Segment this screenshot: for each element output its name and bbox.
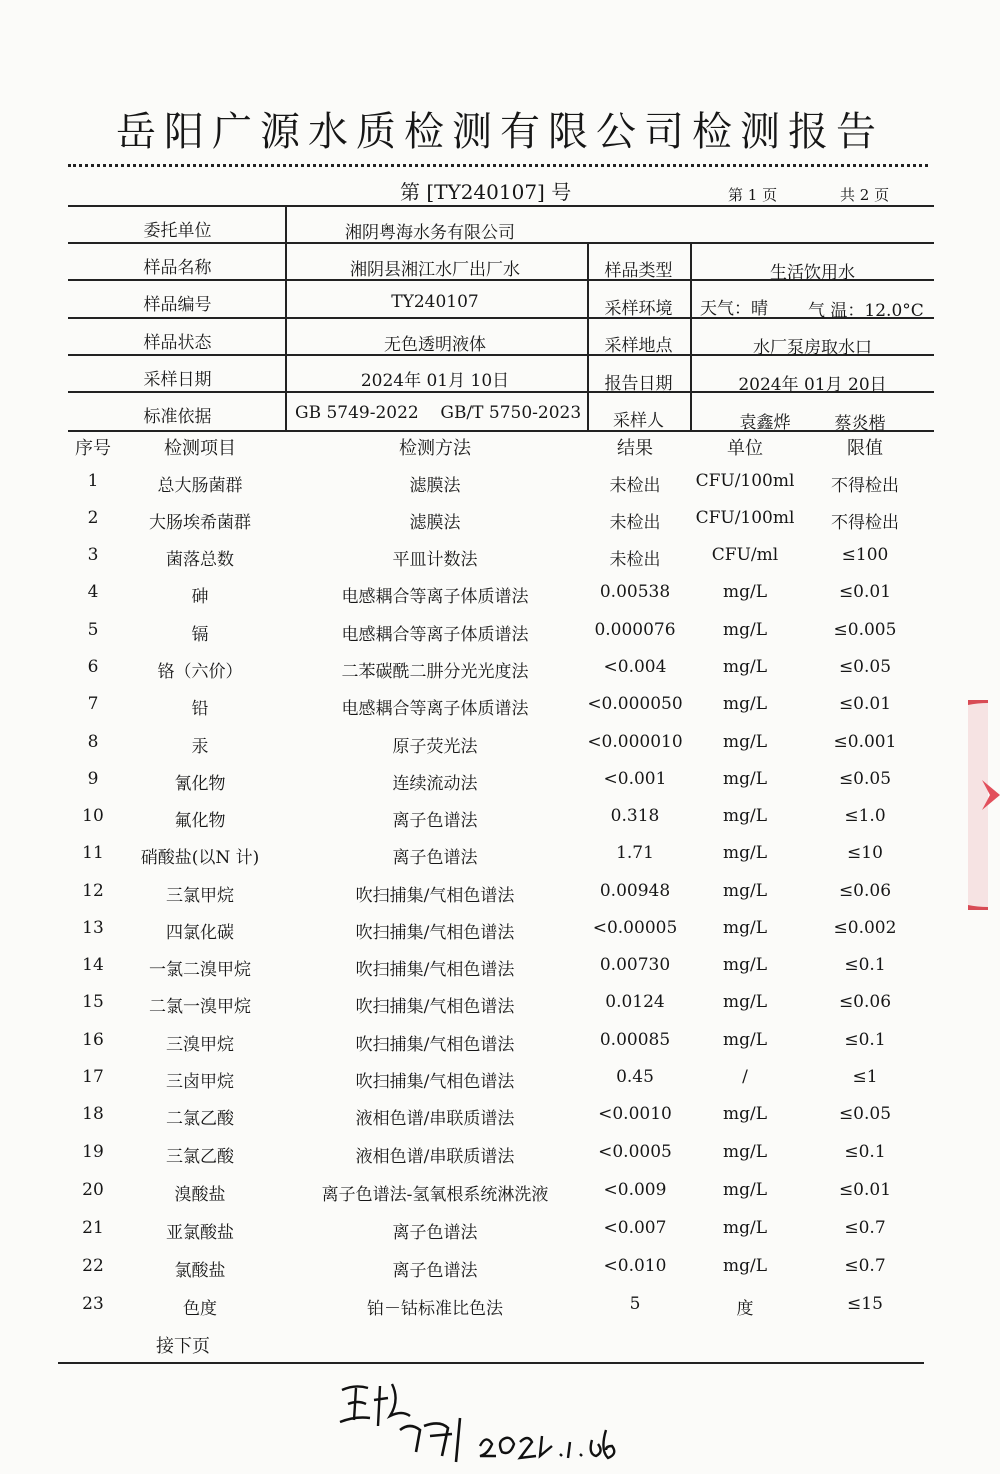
sample-type-value: 生活饮用水 [770, 263, 855, 283]
table-row [0, 545, 1000, 582]
row-method: 离子色谱法 [392, 811, 478, 831]
row-unit: CFU/100ml [695, 471, 795, 491]
row-unit: mg/L [722, 955, 768, 975]
row-no: 10 [82, 806, 104, 826]
row-method: 滤膜法 [409, 513, 461, 533]
row-limit: ≤0.005 [833, 620, 897, 640]
row-result: 未检出 [609, 476, 661, 496]
sample-no-label: 样品编号 [143, 295, 212, 315]
handwritten-signature [330, 1370, 630, 1470]
row-method: 电感耦合等离子体质谱法 [341, 699, 529, 719]
info-col-divider [690, 242, 692, 430]
row-unit: mg/L [722, 1104, 768, 1124]
row-limit: ≤0.01 [838, 694, 892, 714]
row-method: 吹扫捕集/气相色谱法 [355, 997, 515, 1017]
row-result: 未检出 [609, 513, 661, 533]
table-row [0, 918, 1000, 955]
row-limit: ≤0.1 [844, 955, 886, 975]
table-row [0, 1104, 1000, 1141]
row-limit: ≤0.06 [838, 881, 892, 901]
table-row [0, 1067, 1000, 1104]
row-method: 吹扫捕集/气相色谱法 [355, 1035, 515, 1055]
row-method: 原子荧光法 [392, 737, 478, 757]
table-row [0, 1294, 1000, 1331]
table-row [0, 657, 1000, 694]
row-unit: mg/L [722, 843, 768, 863]
row-unit: mg/L [722, 918, 768, 938]
sample-no-value: TY240107 [391, 292, 479, 312]
row-result: <0.0010 [598, 1104, 672, 1124]
row-no: 14 [82, 955, 104, 975]
row-no: 9 [87, 769, 99, 789]
location-label: 采样地点 [604, 336, 673, 356]
row-result: <0.00005 [592, 918, 678, 938]
row-limit: ≤0.7 [844, 1218, 886, 1238]
row-item: 硝酸盐(以N 计) [140, 848, 260, 868]
table-row [0, 508, 1000, 545]
row-item: 菌落总数 [166, 550, 234, 570]
state-label: 样品状态 [143, 333, 212, 353]
row-item: 总大肠菌群 [157, 476, 243, 496]
row-method: 离子色谱法 [392, 1223, 478, 1243]
col-header-result: 结果 [617, 438, 653, 459]
row-result: 0.318 [610, 806, 660, 826]
row-item: 亚氯酸盐 [166, 1223, 234, 1243]
table-row [0, 769, 1000, 806]
sampling-date-value: 2024年 01月 10日 [360, 371, 510, 391]
row-item: 氟化物 [174, 811, 226, 831]
stamp-fragment [968, 700, 1000, 910]
row-item: 铬（六价） [157, 662, 243, 682]
row-limit: ≤0.05 [838, 769, 892, 789]
row-unit: mg/L [722, 1256, 768, 1276]
row-method: 离子色谱法 [392, 848, 478, 868]
row-limit: ≤1.0 [844, 806, 886, 826]
row-limit: ≤10 [847, 843, 883, 863]
info-col-divider [285, 205, 287, 430]
row-unit: mg/L [722, 1180, 768, 1200]
row-limit: ≤0.05 [838, 657, 892, 677]
row-method: 离子色谱法-氢氧根系统淋洗液 [321, 1185, 549, 1205]
row-method: 吹扫捕集/气相色谱法 [355, 960, 515, 980]
client-label: 委托单位 [143, 221, 212, 241]
row-method: 离子色谱法 [392, 1261, 478, 1281]
row-method: 吹扫捕集/气相色谱法 [355, 886, 515, 906]
row-result: <0.004 [603, 657, 667, 677]
row-result: <0.0005 [598, 1142, 672, 1162]
row-no: 20 [82, 1180, 104, 1200]
row-unit: 度 [736, 1299, 754, 1319]
row-method: 电感耦合等离子体质谱法 [341, 587, 529, 607]
info-top-rule [68, 205, 934, 207]
row-item: 氰化物 [174, 774, 226, 794]
row-item: 大肠埃希菌群 [149, 513, 251, 533]
client-value: 湘阴粤海水务有限公司 [345, 223, 515, 243]
row-no: 8 [87, 732, 99, 752]
row-result: <0.000050 [587, 694, 683, 714]
col-header-no: 序号 [75, 438, 111, 459]
row-unit: CFU/100ml [695, 508, 795, 528]
row-unit: CFU/ml [711, 545, 779, 565]
row-no: 12 [82, 881, 104, 901]
table-row [0, 1142, 1000, 1179]
row-limit: 不得检出 [831, 513, 899, 533]
row-item: 三卤甲烷 [166, 1072, 234, 1092]
weather-value: 天气：晴 [700, 299, 768, 319]
row-method: 连续流动法 [392, 774, 478, 794]
row-method: 二苯碳酰二肼分光光度法 [341, 662, 529, 682]
table-row [0, 1180, 1000, 1217]
table-row [0, 694, 1000, 731]
row-result: <0.001 [603, 769, 667, 789]
row-unit: mg/L [722, 1218, 768, 1238]
row-no: 21 [82, 1218, 104, 1238]
row-item: 二氯乙酸 [166, 1109, 234, 1129]
table-row [0, 620, 1000, 657]
table-row [0, 732, 1000, 769]
row-method: 电感耦合等离子体质谱法 [341, 625, 529, 645]
row-result: <0.009 [603, 1180, 667, 1200]
row-result: 5 [629, 1294, 641, 1314]
table-row [0, 471, 1000, 508]
row-limit: ≤1 [852, 1067, 878, 1087]
table-row [0, 955, 1000, 992]
row-result: <0.010 [603, 1256, 667, 1276]
row-method: 液相色谱/串联质谱法 [355, 1147, 515, 1167]
row-limit: ≤0.001 [833, 732, 897, 752]
row-item: 一氯二溴甲烷 [149, 960, 251, 980]
row-item: 汞 [191, 737, 209, 757]
row-no: 23 [82, 1294, 104, 1314]
row-result: <0.007 [603, 1218, 667, 1238]
report-date-label: 报告日期 [604, 374, 673, 394]
row-unit: mg/L [722, 582, 768, 602]
table-row [0, 1030, 1000, 1067]
row-method: 吹扫捕集/气相色谱法 [355, 923, 515, 943]
row-limit: ≤15 [847, 1294, 883, 1314]
row-method: 吹扫捕集/气相色谱法 [355, 1072, 515, 1092]
row-result: 0.00085 [599, 1030, 671, 1050]
env-label: 采样环境 [604, 299, 673, 319]
row-result: 0.00730 [599, 955, 671, 975]
temperature-value: 气 温：12.0°C [808, 301, 924, 321]
row-no: 3 [87, 545, 99, 565]
row-item: 砷 [191, 587, 209, 607]
table-row [0, 843, 1000, 880]
info-rule [68, 317, 934, 319]
row-unit: mg/L [722, 732, 768, 752]
row-result: 0.00948 [599, 881, 671, 901]
table-row [0, 1256, 1000, 1293]
report-number: 第 [TY240107] 号 [400, 180, 572, 204]
continue-note: 接下页 [156, 1336, 210, 1357]
row-limit: ≤0.01 [838, 1180, 892, 1200]
row-no: 18 [82, 1104, 104, 1124]
col-header-method: 检测方法 [399, 438, 471, 459]
row-no: 22 [82, 1256, 104, 1276]
row-no: 19 [82, 1142, 104, 1162]
row-result: 1.71 [616, 843, 654, 863]
row-no: 2 [87, 508, 99, 528]
row-result: 未检出 [609, 550, 661, 570]
row-item: 氯酸盐 [174, 1261, 226, 1281]
row-item: 色度 [183, 1299, 217, 1319]
sampler-label: 采样人 [613, 411, 664, 431]
row-limit: ≤100 [841, 545, 889, 565]
sample-name-value: 湘阴县湘江水厂出厂水 [350, 260, 520, 280]
row-no: 11 [82, 843, 104, 863]
row-unit: mg/L [722, 657, 768, 677]
row-unit: / [742, 1067, 748, 1087]
row-unit: mg/L [722, 620, 768, 640]
table-row [0, 582, 1000, 619]
sampling-date-label: 采样日期 [143, 370, 212, 390]
row-item: 铅 [191, 699, 209, 719]
sample-name-label: 样品名称 [143, 258, 212, 278]
row-unit: mg/L [722, 1142, 768, 1162]
row-no: 4 [87, 582, 99, 602]
row-no: 5 [87, 620, 99, 640]
row-no: 16 [82, 1030, 104, 1050]
row-limit: ≤0.7 [844, 1256, 886, 1276]
row-unit: mg/L [722, 769, 768, 789]
row-method: 液相色谱/串联质谱法 [355, 1109, 515, 1129]
row-limit: ≤0.05 [838, 1104, 892, 1124]
row-limit: ≤0.01 [838, 582, 892, 602]
row-item: 镉 [191, 625, 209, 645]
row-unit: mg/L [722, 1030, 768, 1050]
table-row [0, 992, 1000, 1029]
state-value: 无色透明液体 [384, 335, 486, 355]
row-result: 0.0124 [605, 992, 665, 1012]
table-row [0, 806, 1000, 843]
row-no: 7 [87, 694, 99, 714]
row-method: 平皿计数法 [392, 550, 478, 570]
row-result: 0.00538 [599, 582, 671, 602]
row-unit: mg/L [722, 806, 768, 826]
col-header-limit: 限值 [847, 438, 883, 459]
location-value: 水厂泵房取水口 [753, 338, 872, 358]
row-no: 6 [87, 657, 99, 677]
footer-rule [58, 1362, 924, 1364]
row-unit: mg/L [722, 694, 768, 714]
row-limit: ≤0.1 [844, 1142, 886, 1162]
row-result: <0.000010 [587, 732, 683, 752]
info-col-divider [587, 242, 589, 430]
standard-value: GB 5749-2022 GB/T 5750-2023 [295, 403, 582, 423]
row-item: 三溴甲烷 [166, 1035, 234, 1055]
row-unit: mg/L [722, 992, 768, 1012]
row-method: 滤膜法 [409, 476, 461, 496]
page-number: 第 1 页 [728, 186, 778, 204]
report-date-value: 2024年 01月 20日 [738, 375, 887, 395]
sample-type-label: 样品类型 [604, 261, 673, 281]
row-no: 13 [82, 918, 104, 938]
row-no: 15 [82, 992, 104, 1012]
standard-label: 标准依据 [143, 407, 212, 427]
row-limit: ≤0.002 [833, 918, 897, 938]
title-divider [68, 164, 928, 167]
row-item: 二氯一溴甲烷 [149, 997, 251, 1017]
col-header-item: 检测项目 [164, 438, 236, 459]
row-item: 三氯乙酸 [166, 1147, 234, 1167]
row-item: 溴酸盐 [174, 1185, 226, 1205]
total-pages: 共 2 页 [840, 186, 890, 204]
col-header-unit: 单位 [727, 438, 763, 459]
row-item: 三氯甲烷 [166, 886, 234, 906]
report-title: 岳阳广源水质检测有限公司检测报告 [116, 109, 884, 155]
row-limit: 不得检出 [831, 476, 899, 496]
row-no: 17 [82, 1067, 104, 1087]
row-no: 1 [87, 471, 99, 491]
row-limit: ≤0.06 [838, 992, 892, 1012]
table-row [0, 1218, 1000, 1255]
row-unit: mg/L [722, 881, 768, 901]
table-row [0, 881, 1000, 918]
row-item: 四氯化碳 [166, 923, 234, 943]
row-result: 0.45 [616, 1067, 654, 1087]
sampler-2: 蔡炎楷 [834, 414, 886, 434]
row-result: 0.000076 [594, 620, 676, 640]
row-limit: ≤0.1 [844, 1030, 886, 1050]
sampler-1: 袁鑫烨 [739, 413, 791, 433]
row-method: 铂－钴标准比色法 [367, 1299, 503, 1319]
